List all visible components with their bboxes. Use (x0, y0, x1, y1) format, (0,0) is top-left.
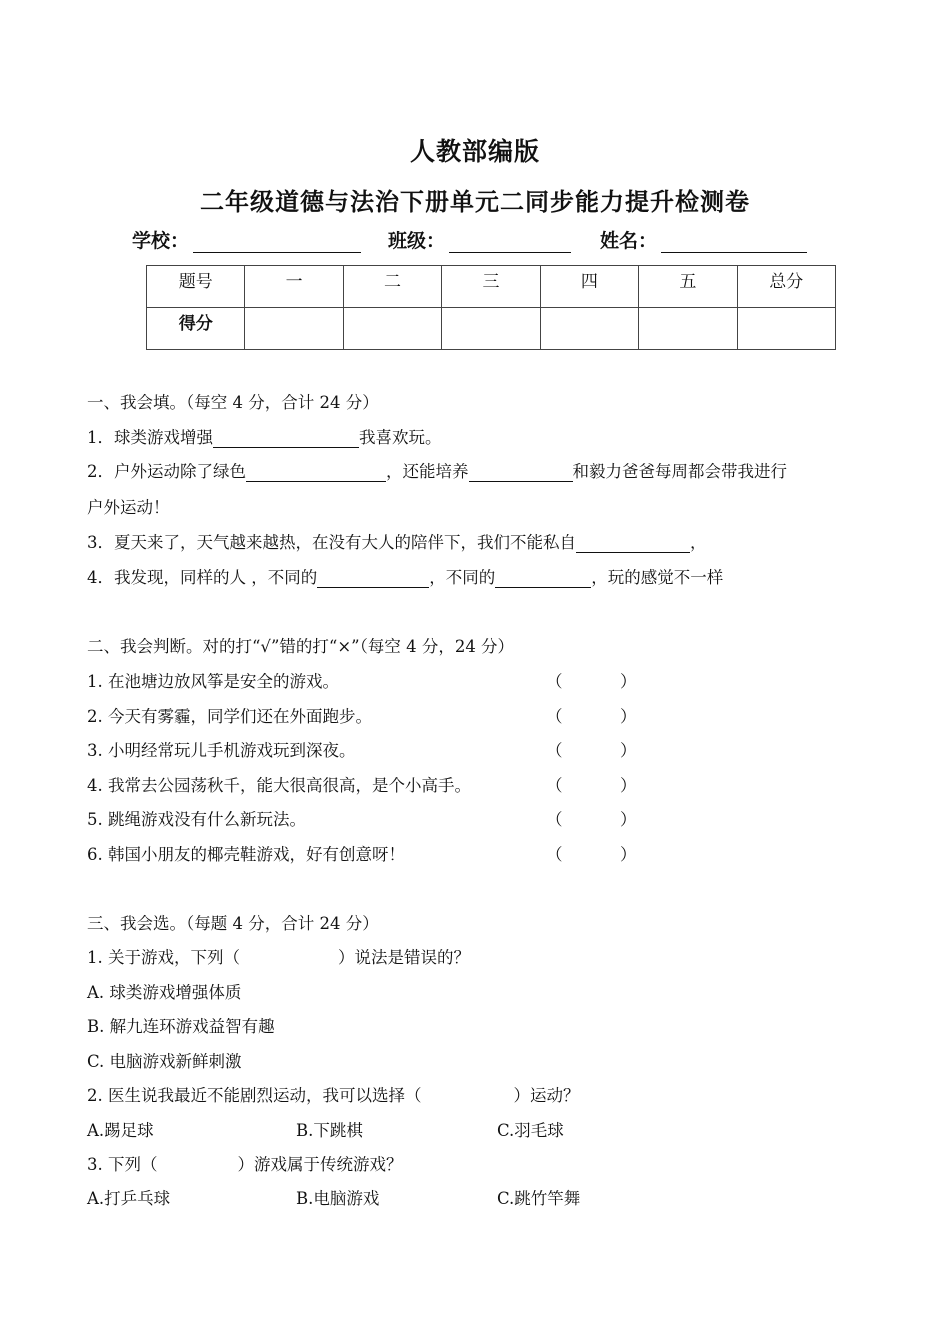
section1-heading: 一、我会填。（每空 4 分，合计 24 分） (87, 393, 379, 412)
fill-q2-text-end: 和毅力爸爸每周都会带我进行 (572, 462, 787, 481)
header-cell-4: 四 (540, 266, 638, 308)
fill-q4-blank-2[interactable] (495, 570, 591, 588)
judge-question-6: 6. 韩国小朋友的椰壳鞋游戏，好有创意呀！ (87, 845, 405, 864)
choice-q1-text: 1. 关于游戏，下列（ (87, 948, 240, 967)
fill-q4-text: 4．我发现，同样的人 ，不同的 (87, 568, 318, 587)
fill-q2-blank-1[interactable] (246, 464, 386, 482)
judge-q2-answer[interactable] (582, 703, 618, 723)
choice-q1-text-end: ）说法是错误的？ (338, 948, 470, 967)
judge-q1-paren-close: ） (620, 672, 637, 691)
fill-q2-text-mid: ，还能培养 (386, 462, 469, 481)
judge-q6-paren-open: （ (546, 845, 563, 864)
header-cell-1: 一 (245, 266, 343, 308)
name-label: 姓名： (600, 230, 658, 252)
judge-question-4: 4. 我常去公园荡秋千，能大很高很高，是个小高手。 (87, 776, 471, 795)
judge-q3-paren-open: （ (546, 741, 563, 760)
fill-q3-text: 3．夏天来了，天气越来越热，在没有大人的陪伴下，我们不能私自 (87, 533, 576, 552)
score-table-header-row (147, 266, 836, 308)
fill-q3-blank[interactable] (576, 535, 690, 553)
fill-question-2-cont: 户外运动！ (87, 498, 170, 517)
judge-question-1: 1. 在池塘边放风筝是安全的游戏。 (87, 672, 339, 691)
fill-question-1 (87, 424, 442, 448)
name-field (600, 226, 807, 253)
header-cell-2: 二 (343, 266, 441, 308)
score-table (146, 265, 836, 350)
header-cell-question-no: 题号 (147, 266, 245, 308)
score-cell-1[interactable] (245, 308, 343, 350)
judge-q5-paren-open: （ (546, 810, 563, 829)
choice-q3-option-c[interactable]: C.跳竹竿舞 (497, 1189, 581, 1208)
choice-q2-text-end: ）运动？ (513, 1086, 580, 1105)
school-label: 学校： (132, 230, 190, 252)
score-table-score-row (147, 308, 836, 350)
fill-q3-text-end: ， (690, 533, 707, 552)
fill-question-4 (87, 564, 723, 588)
judge-q3-paren-close: ） (620, 741, 637, 760)
judge-q4-answer[interactable] (582, 772, 618, 792)
fill-q1-text: 1．球类游戏增强 (87, 428, 213, 447)
judge-q4-paren-open: （ (546, 776, 563, 795)
header-cell-3: 三 (442, 266, 540, 308)
judge-q1-paren-open: （ (546, 672, 563, 691)
fill-q4-text-end: ，玩的感觉不一样 (591, 568, 724, 587)
judge-q4-paren-close: ） (620, 776, 637, 795)
choice-q2-option-a[interactable]: A.踢足球 (87, 1121, 154, 1140)
fill-q2-blank-2[interactable] (469, 464, 573, 482)
judge-q1-answer[interactable] (582, 668, 618, 688)
class-input[interactable] (449, 234, 571, 253)
choice-question-2 (87, 1082, 580, 1106)
class-label: 班级： (388, 230, 446, 252)
name-input[interactable] (661, 234, 807, 253)
score-row-label: 得分 (147, 308, 245, 350)
score-cell-3[interactable] (442, 308, 540, 350)
fill-q1-text-end: 我喜欢玩。 (359, 428, 442, 447)
judge-q2-paren-open: （ (546, 707, 563, 726)
judge-question-3: 3. 小明经常玩儿手机游戏玩到深夜。 (87, 741, 356, 760)
choice-q1-option-a[interactable]: A. 球类游戏增强体质 (87, 983, 242, 1002)
fill-question-3 (87, 529, 707, 553)
judge-q3-answer[interactable] (582, 737, 618, 757)
choice-q3-option-a[interactable]: A.打乒乓球 (87, 1189, 171, 1208)
header-cell-5: 五 (639, 266, 737, 308)
score-cell-total[interactable] (737, 308, 835, 350)
fill-q2-text: 2．户外运动除了绿色 (87, 462, 246, 481)
choice-q1-option-b[interactable]: B. 解九连环游戏益智有趣 (87, 1017, 275, 1036)
score-cell-2[interactable] (343, 308, 441, 350)
fill-q1-blank[interactable] (213, 430, 359, 448)
fill-q4-text-mid: ，不同的 (429, 568, 496, 587)
choice-q1-option-c[interactable]: C. 电脑游戏新鲜刺激 (87, 1052, 242, 1071)
choice-question-1 (87, 944, 470, 968)
fill-question-2 (87, 458, 787, 482)
choice-q2-option-b[interactable]: B.下跳棋 (296, 1121, 363, 1140)
publisher-title: 人教部编版 (409, 137, 540, 166)
judge-question-2: 2. 今天有雾霾，同学们还在外面跑步。 (87, 707, 372, 726)
school-field (132, 226, 361, 253)
choice-q2-text: 2. 医生说我最近不能剧烈运动，我可以选择（ (87, 1086, 422, 1105)
score-cell-4[interactable] (540, 308, 638, 350)
fill-q4-blank-1[interactable] (317, 570, 429, 588)
judge-q6-paren-close: ） (620, 845, 637, 864)
section2-heading: 二、我会判断。对的打“√”错的打“×”（每空 4 分，24 分） (87, 637, 515, 656)
choice-q3-text: 3. 下列（ (87, 1155, 158, 1174)
school-input[interactable] (193, 234, 361, 253)
choice-question-3 (87, 1151, 403, 1175)
class-field (388, 226, 571, 253)
choice-q3-option-b[interactable]: B.电脑游戏 (296, 1189, 380, 1208)
judge-q5-paren-close: ） (620, 810, 637, 829)
judge-q6-answer[interactable] (582, 841, 618, 861)
choice-q3-text-end: ）游戏属于传统游戏？ (237, 1155, 403, 1174)
header-cell-total: 总分 (737, 266, 835, 308)
judge-q2-paren-close: ） (620, 707, 637, 726)
judge-q5-answer[interactable] (582, 806, 618, 826)
section3-heading: 三、我会选。（每题 4 分，合计 24 分） (87, 914, 379, 933)
exam-title: 二年级道德与法治下册单元二同步能力提升检测卷 (200, 188, 750, 216)
choice-q2-option-c[interactable]: C.羽毛球 (497, 1121, 564, 1140)
judge-question-5: 5. 跳绳游戏没有什么新玩法。 (87, 810, 306, 829)
score-cell-5[interactable] (639, 308, 737, 350)
